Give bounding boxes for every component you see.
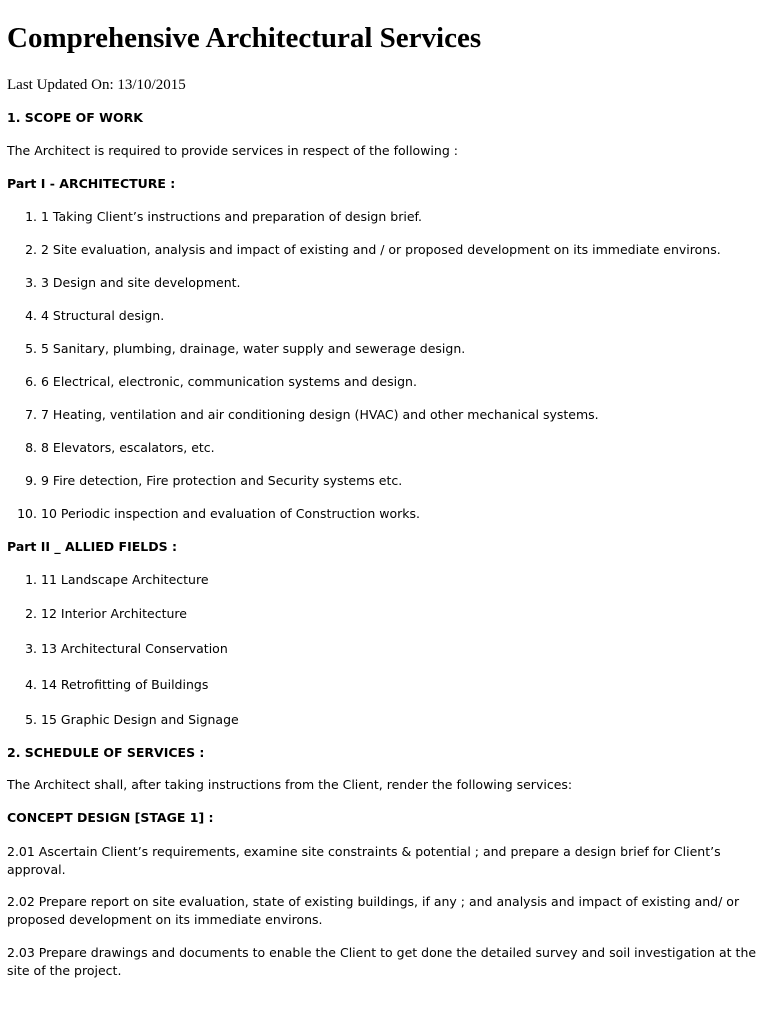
list-number: 8. <box>25 440 37 455</box>
page-title: Comprehensive Architectural Services <box>7 22 482 54</box>
list-number: 5. <box>25 341 37 356</box>
list-number: 1. <box>25 209 37 224</box>
list-item <box>7 712 761 728</box>
list-text: 2 Site evaluation, analysis and impact of existing and / or proposed development on its immediate environs. <box>41 242 721 257</box>
list-number: 4. <box>25 677 37 692</box>
concept-paragraph: 2.02 Prepare report on site evaluation, state of existing buildings, if any ; and analysis and impact of existing and/ or proposed development on its immediate environs. <box>7 894 740 927</box>
list-number: 10. <box>17 506 37 521</box>
list-item <box>7 374 761 390</box>
scope-intro: The Architect is required to provide services in respect of the following : <box>7 143 458 158</box>
list-number: 3. <box>25 641 37 656</box>
list-item <box>7 572 761 588</box>
scope-heading: 1. SCOPE OF WORK <box>7 110 143 125</box>
concept-paragraph: 2.03 Prepare drawings and documents to enable the Client to get done the detailed survey and soil investigation at the site of the project. <box>7 945 757 978</box>
schedule-intro: The Architect shall, after taking instructions from the Client, render the following services: <box>7 777 573 792</box>
list-text: 6 Electrical, electronic, communication systems and design. <box>41 374 417 389</box>
list-item <box>7 677 761 693</box>
list-item <box>7 242 761 258</box>
list-number: 4. <box>25 308 37 323</box>
list-text: 11 Landscape Architecture <box>41 572 209 587</box>
list-text: 15 Graphic Design and Signage <box>41 712 239 727</box>
list-number: 5. <box>25 712 37 727</box>
list-item <box>7 473 761 489</box>
list-text: 5 Sanitary, plumbing, drainage, water supply and sewerage design. <box>41 341 466 356</box>
list-text: 4 Structural design. <box>41 308 165 323</box>
list-text: 1 Taking Client’s instructions and preparation of design brief. <box>41 209 422 224</box>
list-number: 2. <box>25 606 37 621</box>
list-item <box>7 341 761 357</box>
list-text: 13 Architectural Conservation <box>41 641 228 656</box>
list-text: 3 Design and site development. <box>41 275 241 290</box>
list-item <box>7 440 761 456</box>
part1-heading: Part I - ARCHITECTURE : <box>7 176 176 191</box>
list-item <box>7 407 761 423</box>
list-number: 7. <box>25 407 37 422</box>
list-number: 2. <box>25 242 37 257</box>
list-text: 7 Heating, ventilation and air conditioning design (HVAC) and other mechanical systems. <box>41 407 599 422</box>
concept-paragraph: 2.01 Ascertain Client’s requirements, examine site constraints & potential ; and prepare a design brief for Client’s approval. <box>7 844 721 877</box>
list-item <box>7 606 761 622</box>
part2-heading: Part II _ ALLIED FIELDS : <box>7 539 177 554</box>
list-item <box>7 506 761 522</box>
concept-heading: CONCEPT DESIGN [STAGE 1] : <box>7 810 214 825</box>
list-number: 6. <box>25 374 37 389</box>
list-item <box>7 275 761 291</box>
list-item <box>7 641 761 657</box>
list-text: 9 Fire detection, Fire protection and Security systems etc. <box>41 473 403 488</box>
list-text: 14 Retrofitting of Buildings <box>41 677 209 692</box>
list-number: 9. <box>25 473 37 488</box>
list-text: 10 Periodic inspection and evaluation of Construction works. <box>41 506 421 521</box>
list-number: 3. <box>25 275 37 290</box>
list-text: 8 Elevators, escalators, etc. <box>41 440 215 455</box>
list-item <box>7 209 761 225</box>
last-updated-text: Last Updated On: 13/10/2015 <box>7 77 186 93</box>
list-item <box>7 308 761 324</box>
list-text: 12 Interior Architecture <box>41 606 187 621</box>
list-number: 1. <box>25 572 37 587</box>
schedule-heading: 2. SCHEDULE OF SERVICES : <box>7 745 205 760</box>
